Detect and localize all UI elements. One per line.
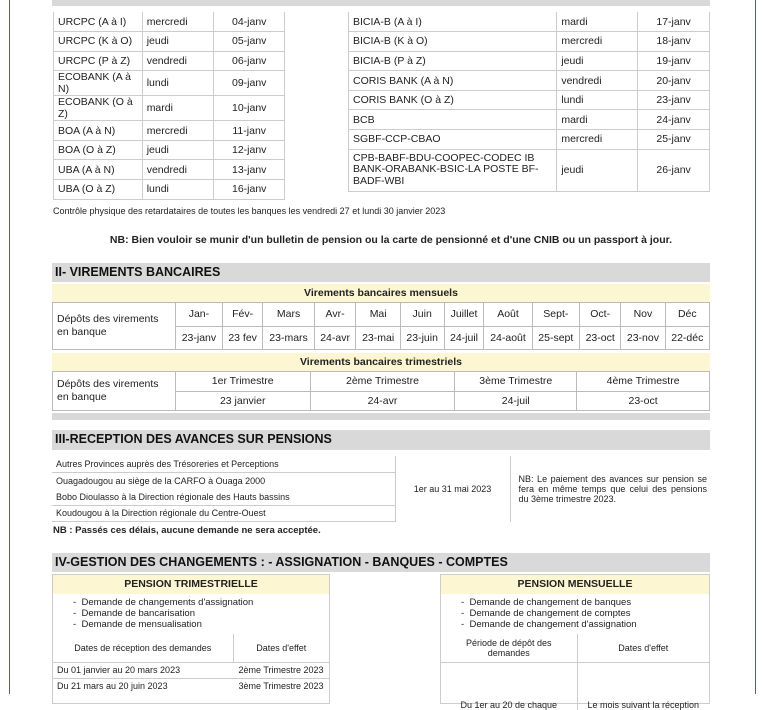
date: 04-janv <box>214 12 285 32</box>
request-item: - Demande de bancarisation <box>73 608 329 619</box>
month-date: 22-déc <box>665 326 709 350</box>
month-name: Sept- <box>532 303 579 327</box>
bank-name: BICIA-B (K à O) <box>349 32 557 52</box>
month-date: 23-oct <box>580 326 621 350</box>
place: Ouagadougou au siège de la CARFO à Ouaga 2000 <box>56 475 266 486</box>
quarter-name: 2ème Trimestre <box>310 372 455 392</box>
date: 05-janv <box>214 32 285 52</box>
schedule-row <box>349 149 710 191</box>
month-name: Avr- <box>314 303 356 327</box>
advance-note: NB: Le paiement des avances sur pension se fera en même temps que celui des pensions du 3ème trimestre 2023. <box>518 473 707 504</box>
month-name: Août <box>484 303 532 327</box>
date: 19-janv <box>638 51 710 71</box>
date: 06-janv <box>214 51 285 71</box>
schedule-row <box>349 90 710 110</box>
weekday: lundi <box>557 90 638 110</box>
schedule-table-right <box>348 12 710 192</box>
quarter-name: 3ème Trimestre <box>455 372 577 392</box>
schedule-row <box>349 110 710 130</box>
reception-period: Du 01 janvier au 20 mars 2023 <box>53 662 233 678</box>
schedule-row <box>349 51 710 71</box>
quarter-date: 23-oct <box>577 391 710 411</box>
weekday: lundi <box>142 180 214 200</box>
bank-name: BCB <box>349 110 557 130</box>
bank-name: URCPC (A à I) <box>54 12 143 32</box>
month-date: 25-sept <box>532 326 579 350</box>
row-label: Dépôts des virements en banque <box>53 372 176 411</box>
schedule-row <box>54 32 285 52</box>
nb-documents: NB: Bien vouloir se munir d'un bulletin de pension ou la carte de pensionné et d'une CNIB ou un passport à jour. <box>109 234 673 246</box>
deposit-period: Du 1er au 20 de chaque <box>441 662 577 710</box>
schedule-row <box>349 130 710 150</box>
bank-name: ECOBANK (O à Z) <box>54 96 143 121</box>
weekday: mardi <box>557 110 638 130</box>
month-date: 23 fev <box>222 326 263 350</box>
quarterly-pension-box <box>52 574 330 704</box>
date: 09-janv <box>214 71 285 96</box>
reception-period: Du 21 mars au 20 juin 2023 <box>57 681 168 692</box>
schedule-row <box>54 140 285 160</box>
date: 26-janv <box>638 149 710 191</box>
weekday: lundi <box>142 71 214 96</box>
schedule-row <box>54 96 285 121</box>
schedule-row <box>54 71 285 96</box>
bank-name: SGBF-CCP-CBAO <box>349 130 557 150</box>
month-date: 23-mars <box>263 326 314 350</box>
date: 20-janv <box>638 71 710 91</box>
month-name: Nov <box>621 303 665 327</box>
advance-period: 1er au 31 mai 2023 <box>395 456 510 522</box>
schedule-row <box>54 160 285 180</box>
quarterly-title: Virements bancaires trimestriels <box>52 353 710 371</box>
page-border-right <box>755 0 756 694</box>
month-date: 24-août <box>484 326 532 350</box>
section2-title: II- VIREMENTS BANCAIRES <box>52 263 710 282</box>
date: 17-janv <box>638 12 710 32</box>
date: 16-janv <box>214 180 285 200</box>
date: 10-janv <box>214 96 285 121</box>
bank-name: BICIA-B (A à I) <box>349 12 557 32</box>
month-name: Juillet <box>444 303 484 327</box>
weekday: jeudi <box>142 140 214 160</box>
monthly-pension-box <box>440 574 710 710</box>
request-item: - Demande de changement d'assignation <box>461 619 709 630</box>
date: 25-janv <box>638 130 710 150</box>
col-effect-dates: Dates d'effet <box>233 634 329 662</box>
month-date: 23-juin <box>400 326 444 350</box>
month-date: 23-nov <box>621 326 665 350</box>
month-name: Fév- <box>222 303 263 327</box>
month-name: Mars <box>263 303 314 327</box>
weekday: mercredi <box>557 32 638 52</box>
quarter-date: 23 janvier <box>175 391 310 411</box>
late-control-note: Contrôle physique des retardataires de toutes les banques les vendredi 27 et lundi 30 janvier 2023 <box>53 206 446 216</box>
weekday: mardi <box>557 12 638 32</box>
quarter-date: 24-avr <box>310 391 455 411</box>
place: Bobo Dioulasso à la Direction régionale des Hauts bassins <box>52 489 395 505</box>
schedule-row <box>54 180 285 200</box>
schedule-row <box>349 12 710 32</box>
schedule-table-left <box>53 12 285 200</box>
quarter-name: 1er Trimestre <box>175 372 310 392</box>
weekday: vendredi <box>142 51 214 71</box>
request-item: - Demande de changement de comptes <box>461 608 709 619</box>
bank-name: URCPC (K à O) <box>54 32 143 52</box>
month-date: 24-avr <box>314 326 356 350</box>
schedule-row <box>54 51 285 71</box>
monthly-transfers-table <box>52 302 710 350</box>
bank-name: BICIA-B (P à Z) <box>349 51 557 71</box>
weekday: jeudi <box>557 149 638 191</box>
weekday: mercredi <box>142 12 214 32</box>
month-name: Mai <box>356 303 400 327</box>
monthly-pension-title: PENSION MENSUELLE <box>441 575 709 594</box>
section4-title: IV-GESTION DES CHANGEMENTS : - ASSIGNATION - BANQUES - COMPTES <box>52 553 710 572</box>
month-name: Oct- <box>580 303 621 327</box>
col-deposit-period: Période de dépôt des demandes <box>441 634 577 662</box>
place: Koudougou à la Direction régionale du Centre-Ouest <box>52 505 395 521</box>
bank-name: URCPC (P à Z) <box>54 51 143 71</box>
bank-name: UBA (A à N) <box>54 160 143 180</box>
page-border-left <box>9 0 10 694</box>
quarterly-pension-title: PENSION TRIMESTRIELLE <box>53 575 329 594</box>
col-effect-dates: Dates d'effet <box>577 634 709 662</box>
request-item: - Demande de changement de banques <box>461 597 709 608</box>
schedule-row <box>54 12 285 32</box>
schedule-row <box>54 121 285 141</box>
month-name: Juin <box>400 303 444 327</box>
weekday: jeudi <box>142 32 214 52</box>
schedule-row <box>349 71 710 91</box>
bank-name: CORIS BANK (O à Z) <box>349 90 557 110</box>
request-item: - Demande de changements d'assignation <box>73 597 329 608</box>
effect-date: Le mois suivant la réception <box>587 700 700 710</box>
month-date: 24-juil <box>444 326 484 350</box>
bank-name: CORIS BANK (A à N) <box>349 71 557 91</box>
bank-name: ECOBANK (A à N) <box>54 71 143 96</box>
date: 13-janv <box>214 160 285 180</box>
section3-title: III-RECEPTION DES AVANCES SUR PENSIONS <box>52 430 710 450</box>
deadline-nb: NB : Passés ces délais, aucune demande ne sera acceptée. <box>53 525 321 536</box>
monthly-title: Virements bancaires mensuels <box>52 284 710 302</box>
schedule-row <box>349 32 710 52</box>
quarter-name: 4ème Trimestre <box>577 372 710 392</box>
weekday: mercredi <box>557 130 638 150</box>
weekday: mercredi <box>142 121 214 141</box>
month-date: 23-mai <box>356 326 400 350</box>
quarterly-transfers-table <box>52 371 710 411</box>
separator-band <box>52 413 710 420</box>
effect-date: 2ème Trimestre 2023 <box>233 662 329 678</box>
date: 12-janv <box>214 140 285 160</box>
row-label: Dépôts des virements en banque <box>53 303 176 350</box>
month-name: Jan- <box>176 303 223 327</box>
col-reception-dates: Dates de réception des demandes <box>53 634 233 662</box>
place: Autres Provinces auprès des Trésoreries et Perceptions <box>52 456 395 472</box>
date: 24-janv <box>638 110 710 130</box>
request-item: - Demande de mensualisation <box>73 619 329 630</box>
month-date: 23-janv <box>176 326 223 350</box>
bank-name: BOA (A à N) <box>54 121 143 141</box>
weekday: vendredi <box>142 160 214 180</box>
date: 23-janv <box>638 90 710 110</box>
bank-name: UBA (O à Z) <box>54 180 143 200</box>
advances-table <box>52 456 710 522</box>
section1-header-band <box>52 0 710 6</box>
date: 11-janv <box>214 121 285 141</box>
month-name: Déc <box>665 303 709 327</box>
date: 18-janv <box>638 32 710 52</box>
bank-name: BOA (O à Z) <box>54 140 143 160</box>
weekday: mardi <box>142 96 214 121</box>
weekday: jeudi <box>557 51 638 71</box>
weekday: vendredi <box>557 71 638 91</box>
effect-date: 3ème Trimestre 2023 <box>238 681 324 692</box>
quarter-date: 24-juil <box>455 391 577 411</box>
bank-name: CPB-BABF-BDU-COOPEC-CODEC IB BANK-ORABANK-BSIC-LA POSTE BF- BADF-WBI <box>349 149 557 191</box>
